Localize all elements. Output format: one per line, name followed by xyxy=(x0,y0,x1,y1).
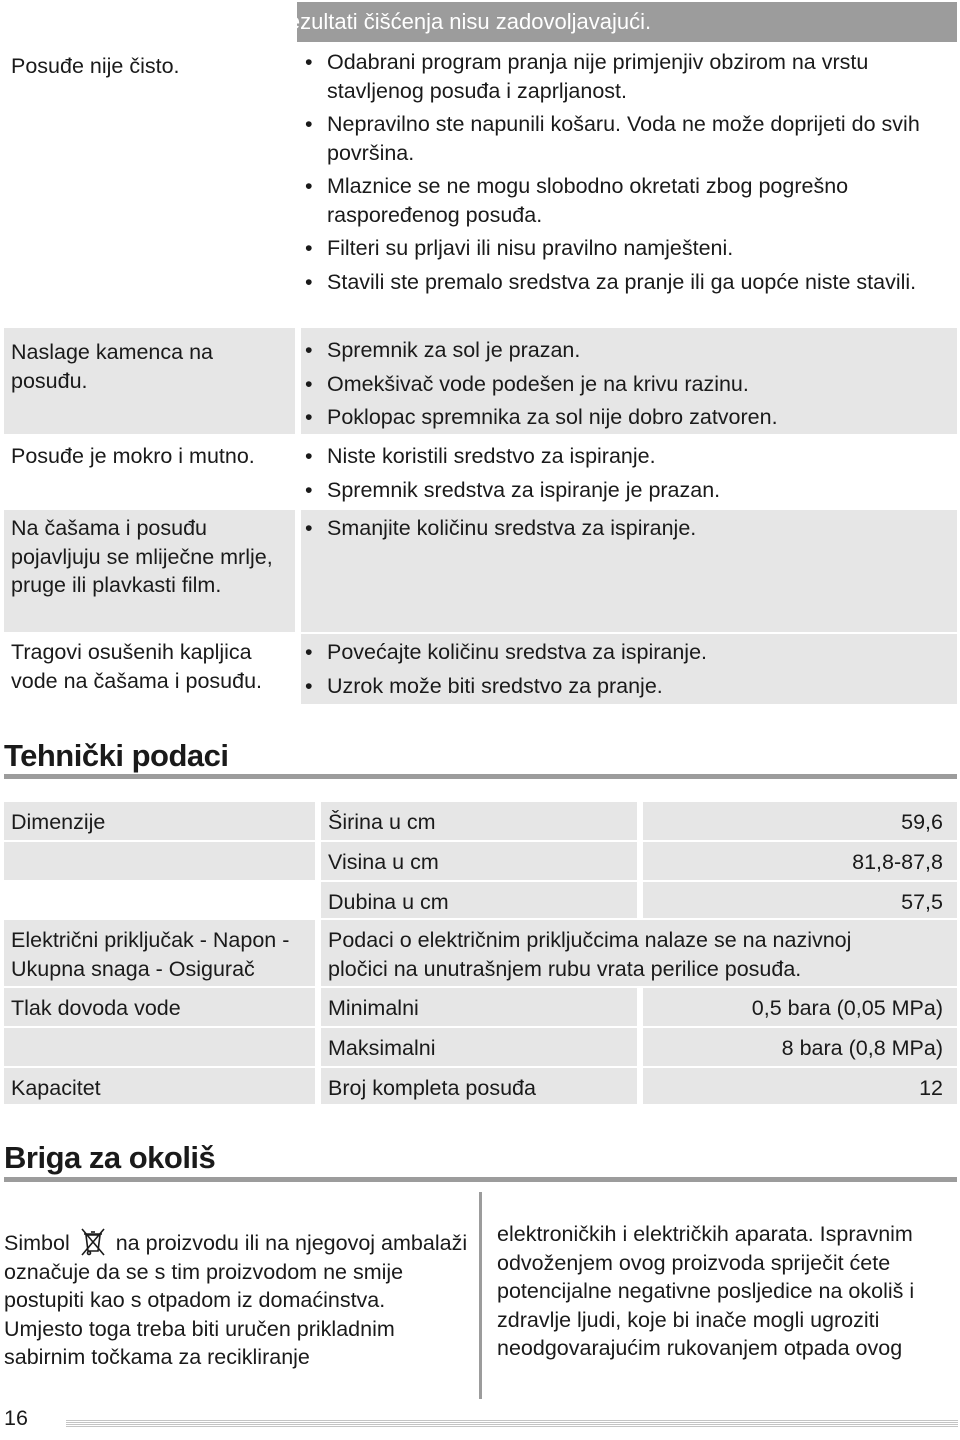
cause-item: • Odabrani program pranja nije primjenjiv obzirom na vrstu stavljenog posuđa i zaprljanost. xyxy=(301,48,957,105)
trouble-causes xyxy=(301,634,957,704)
environment-left-text xyxy=(4,1226,470,1372)
trouble-problem: Posuđe je mokro i mutno. xyxy=(4,436,295,508)
trouble-problem: Tragovi osušenih kapljica vode na čašama i posuđu. xyxy=(4,634,295,704)
trouble-causes xyxy=(301,436,957,508)
spec-row xyxy=(4,842,957,880)
spec-row xyxy=(4,802,957,840)
trouble-causes xyxy=(301,42,957,326)
spec-row xyxy=(4,988,957,1026)
cause-item: • Povećajte količinu sredstva za ispiranje. xyxy=(301,638,957,667)
spec-row xyxy=(4,920,957,986)
cause-item: • Mlaznice se ne mogu slobodno okretati zbog pogrešno raspoređenog posuđa. xyxy=(301,172,957,229)
trouble-row xyxy=(4,42,957,326)
spec-param: Minimalni xyxy=(321,988,637,1026)
environment-right-text: elektroničkih i električkih aparata. Ispravnim odvoženjem ovog proizvoda spriječit ćete potencijalne negativne posljedice na okoliš i zdravlje ljudi, koje bi inače mogli ugroziti neodgovarajućim rukovanjem otpada ovog xyxy=(497,1222,915,1360)
environment-rule xyxy=(4,1177,957,1182)
spec-value: 12 xyxy=(643,1068,957,1104)
trouble-row xyxy=(4,436,957,508)
spec-value: 59,6 xyxy=(643,802,957,840)
spec-label: Tlak dovoda vode xyxy=(4,988,315,1026)
spec-label xyxy=(4,1028,315,1066)
spec-row xyxy=(4,882,957,918)
cause-item: • Spremnik za sol je prazan. xyxy=(301,336,957,365)
environment-title: Briga za okoliš xyxy=(4,1140,216,1175)
spec-value: 57,5 xyxy=(643,882,957,918)
spec-label xyxy=(4,882,315,918)
spec-param: Visina u cm xyxy=(321,842,637,880)
technical-rule xyxy=(4,774,957,779)
env-text-rest: na proizvodu ili na njegovoj ambalaži označuje da se s tim proizvodom ne smije postupiti kao s otpadom iz domaćinstva. Umjesto toga treba biti uručen prikladnim sabirnim točkama za recikliranje xyxy=(4,1231,468,1369)
troubleshooting-header-text: Rezultati čišćenja nisu zadovoljavajući. xyxy=(272,9,652,34)
footer-rule xyxy=(66,1420,958,1428)
cause-item: • Nepravilno ste napunili košaru. Voda ne može doprijeti do svih površina. xyxy=(301,110,957,167)
trouble-problem: Naslage kamenca na posuđu. xyxy=(4,328,295,434)
cause-item: • Omekšivač vode podešen je na krivu razinu. xyxy=(301,370,957,399)
trouble-causes xyxy=(301,328,957,434)
cause-item: • Spremnik sredstva za ispiranje je prazan. xyxy=(301,476,957,505)
trouble-row xyxy=(4,328,957,434)
trouble-row xyxy=(4,634,957,704)
technical-title: Tehnički podaci xyxy=(4,738,229,773)
column-divider xyxy=(479,1192,482,1399)
spec-label: Dimenzije xyxy=(4,802,315,840)
env-text-start: Simbol xyxy=(4,1231,70,1255)
crossed-out-wheelie-bin-icon xyxy=(78,1226,108,1256)
trouble-problem: Posuđe nije čisto. xyxy=(4,42,295,326)
cause-item: • Filteri su prljavi ili nisu pravilno namješteni. xyxy=(301,234,957,263)
spec-label: Električni priključak - Napon - Ukupna snaga - Osigurač xyxy=(4,920,315,986)
cause-item: • Stavili ste premalo sredstva za pranje ili ga uopće niste stavili. xyxy=(301,268,957,297)
spec-label xyxy=(4,842,315,880)
spec-label: Kapacitet xyxy=(4,1068,315,1104)
cause-item: • Poklopac spremnika za sol nije dobro zatvoren. xyxy=(301,403,957,432)
spec-value: 81,8-87,8 xyxy=(643,842,957,880)
spec-row xyxy=(4,1028,957,1066)
spec-value: 0,5 bara (0,05 MPa) xyxy=(643,988,957,1026)
spec-param: Maksimalni xyxy=(321,1028,637,1066)
cause-item: • Smanjite količinu sredstva za ispiranje. xyxy=(301,514,957,543)
spec-param: Dubina u cm xyxy=(321,882,637,918)
trouble-causes xyxy=(301,510,957,632)
spec-param: Podaci o električnim priključcima nalaze se na nazivnoj pločici na unutrašnjem rubu vrata perilice posuđa. xyxy=(321,920,957,986)
spec-row xyxy=(4,1068,957,1104)
page-number: 16 xyxy=(4,1406,28,1430)
cause-item: • Uzrok može biti sredstvo za pranje. xyxy=(301,672,957,701)
trouble-problem: Na čašama i posuđu pojavljuju se mliječne mrlje, pruge ili plavkasti film. xyxy=(4,510,295,632)
cause-item: • Niste koristili sredstvo za ispiranje. xyxy=(301,442,957,471)
trouble-row xyxy=(4,510,957,632)
spec-param: Širina u cm xyxy=(321,802,637,840)
spec-value: 8 bara (0,8 MPa) xyxy=(643,1028,957,1066)
troubleshooting-header xyxy=(272,2,957,42)
spec-param: Broj kompleta posuđa xyxy=(321,1068,637,1104)
